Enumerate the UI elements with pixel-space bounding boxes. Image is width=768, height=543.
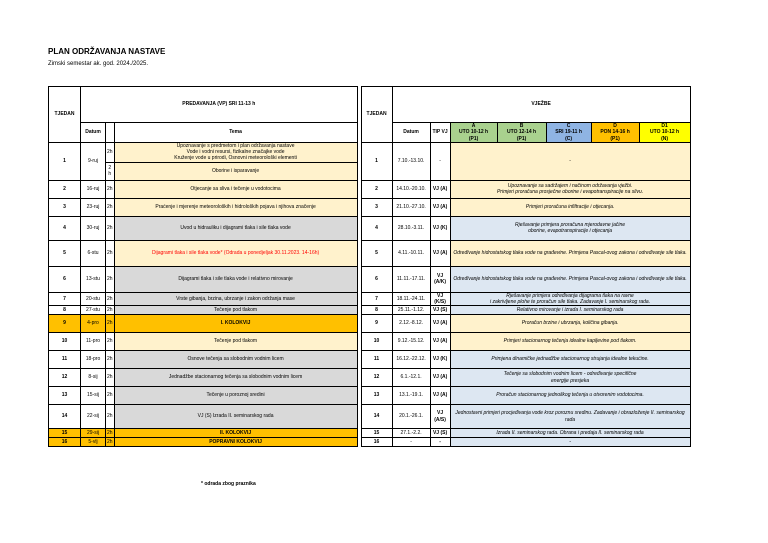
exercise-week-number: 8 bbox=[361, 306, 392, 315]
exercise-date: 20.1.-26.1. bbox=[392, 405, 430, 429]
exercise-week-number: 7 bbox=[361, 292, 392, 306]
lecture-hours: 2h bbox=[107, 438, 113, 445]
exercise-description: Upoznavanje sa sadržajem i načinom održavanja vježbi. Primjeri proračuna prosječne oborine i evapotranspiracije na slivu. bbox=[450, 180, 690, 198]
lecture-date: 13-stu bbox=[81, 266, 106, 292]
exercise-description: Jednostavni primjeri procjeđivanja vode kroz poroznu sredinu. Zadavanje i obrazloženje II. seminarskog rada bbox=[450, 405, 690, 429]
lecture-date: 5-vlj bbox=[81, 438, 106, 447]
exercise-type: - bbox=[430, 438, 450, 447]
week-row bbox=[49, 266, 691, 292]
week-row bbox=[49, 306, 691, 315]
exercise-description: Proračun stacionarnog jednolikog tečenja u otvorenim vodotocima. bbox=[450, 387, 690, 405]
exercise-week-number: 4 bbox=[361, 216, 392, 240]
group-letter: B bbox=[519, 123, 524, 129]
group-letter: C bbox=[566, 123, 571, 129]
week-row bbox=[49, 216, 691, 240]
lecture-hours: 2h bbox=[106, 292, 115, 306]
week-number: 16 bbox=[49, 438, 81, 447]
footnote: * odrada zbog praznika bbox=[201, 481, 256, 487]
lecture-date: 30-ruj bbox=[81, 216, 106, 240]
exercise-week-number: 3 bbox=[361, 198, 392, 216]
spacer bbox=[357, 123, 361, 143]
group-letter: A bbox=[471, 123, 476, 129]
header-datum-lectures: Datum bbox=[81, 123, 106, 143]
exercise-week-number: 1 bbox=[361, 142, 392, 180]
exercise-date: 18.11.-24.11. bbox=[392, 292, 430, 306]
exercise-date: 9.12.-15.12. bbox=[392, 333, 430, 351]
week-number: 6 bbox=[49, 266, 81, 292]
exercise-type: VJ (K) bbox=[430, 351, 450, 369]
exercise-date: 27.1.-2.2. bbox=[392, 429, 430, 438]
week-row bbox=[49, 369, 691, 387]
lecture-hours: 2h bbox=[106, 333, 115, 351]
exercise-date: 21.10.-27.10. bbox=[392, 198, 430, 216]
lecture-topic: Uvod u hidrauliku i dijagrami tlaka i sile tlaka vode bbox=[114, 216, 357, 240]
lecture-hours: 2h bbox=[107, 429, 113, 436]
lecture-topic: II. KOLOKVIJ bbox=[114, 429, 357, 438]
exercise-type: VJ (A) bbox=[430, 369, 450, 387]
exercise-type: VJ (K/S) bbox=[430, 292, 450, 306]
lecture-hours: 2h bbox=[107, 306, 113, 313]
header-tip: TIP VJ bbox=[430, 123, 450, 143]
lecture-hours: 2h bbox=[106, 198, 115, 216]
exercise-date: 6.1.-12.1. bbox=[392, 369, 430, 387]
exercise-description: Primjeri stacionarnog tečenja idealne kapljevine pod tlakom. bbox=[450, 333, 690, 351]
exercise-description: Određivanje hidrostatskog tlaka vode na građevine. Primjena Pascal-ovog zakona i određivanje sile tlaka. bbox=[450, 266, 690, 292]
lecture-topic: Jednadžbe stacionarnog tečenja sa slobodnim vodnim licem bbox=[114, 369, 357, 387]
exercise-type: VJ (S) bbox=[430, 429, 450, 438]
group-time: SRI 19-11 h bbox=[555, 129, 582, 136]
week-number: 1 bbox=[49, 142, 81, 180]
week-row bbox=[49, 387, 691, 405]
exercise-type: - bbox=[430, 142, 450, 180]
exercise-type: VJ (A) bbox=[430, 198, 450, 216]
lecture-hours: 2 h bbox=[106, 162, 115, 180]
header-lectures: PREDAVANJA (VP) SRI 11-13 h bbox=[81, 87, 358, 123]
document-title: PLAN ODRŽAVANJA NASTAVE bbox=[48, 47, 166, 56]
exercise-description: Rješavanje primjera određivanja dijagrama tlaka na ravne i zakrivljene plohe te proračun sile tlaka. Zadavanje I. seminarskog rada. bbox=[450, 292, 690, 306]
header-row-1 bbox=[49, 87, 691, 123]
exercise-description: Primjena dinamičke jednadžbe stacionarnog strujanja idealne tekućine. bbox=[450, 351, 690, 369]
exercise-type: VJ (S) bbox=[430, 306, 450, 315]
lecture-date: 11-pro bbox=[81, 333, 106, 351]
week-number: 5 bbox=[49, 240, 81, 266]
week-row bbox=[49, 198, 691, 216]
exercise-type: VJ (A/S) bbox=[430, 405, 450, 429]
lecture-topic: POPRAVNI KOLOKVIJ bbox=[114, 438, 357, 447]
group-room: (P1) bbox=[516, 135, 527, 142]
lecture-date: 15-sij bbox=[81, 387, 106, 405]
group-time: PON 14-16 h bbox=[600, 129, 630, 136]
week-row bbox=[49, 438, 691, 447]
exercise-description: Izrada II. seminarskog rada. Obrana i predaja II. seminarskog rada bbox=[450, 429, 690, 438]
exercise-week-number: 16 bbox=[361, 438, 392, 447]
lecture-date: 4-pro bbox=[81, 315, 106, 333]
exercise-date: 4.11.-10.11. bbox=[392, 240, 430, 266]
exercise-date: 14.10.-20.10. bbox=[392, 180, 430, 198]
exercise-description: Tečenje sa slobodnim vodnim licem - određivanje specifične energije presjeka bbox=[450, 369, 690, 387]
exercise-description: Određivanje hidrostatskog tlaka vode na građevine. Primjena Pascal-ovog zakona i određivanje sile tlaka. bbox=[450, 240, 690, 266]
week-number: 2 bbox=[49, 180, 81, 198]
lecture-date: 6-stu bbox=[81, 240, 106, 266]
week-row bbox=[49, 180, 691, 198]
exercise-date: - bbox=[392, 438, 430, 447]
exercise-week-number: 9 bbox=[361, 315, 392, 333]
header-tema: Tema bbox=[114, 123, 357, 143]
exercise-date: 25.11.-1.12. bbox=[392, 306, 430, 315]
exercise-date: 13.1.-19.1. bbox=[392, 387, 430, 405]
lecture-topic: Tečenje u poroznoj sredini bbox=[114, 387, 357, 405]
header-exercises: VJEŽBE bbox=[392, 87, 690, 123]
lecture-hours: 2h bbox=[106, 142, 115, 162]
group-header-c bbox=[546, 123, 591, 143]
group-header-a bbox=[450, 123, 497, 143]
group-room: (C) bbox=[565, 135, 573, 142]
lecture-topic: Osnove tečenja sa slobodnim vodnim licem bbox=[114, 351, 357, 369]
week-row bbox=[49, 142, 691, 162]
lecture-hours: 2h bbox=[106, 405, 115, 429]
lecture-topic: Upoznavanje s predmetom i plan održavanja nastave Vode i vodni resursi, fizikalne značajke vode Kruženje vode u prirodi, Osnovni meteorološki elementi bbox=[114, 142, 357, 162]
week-number: 3 bbox=[49, 198, 81, 216]
lecture-date: 22-sij bbox=[81, 405, 106, 429]
document-subtitle: Zimski semestar ak. god. 2024./2025. bbox=[48, 61, 149, 67]
week-row bbox=[49, 405, 691, 429]
exercise-date: 16.12.-22.12. bbox=[392, 351, 430, 369]
exercise-week-number: 10 bbox=[361, 333, 392, 351]
exercise-description: - bbox=[450, 438, 690, 447]
exercise-type: VJ (A/K) bbox=[430, 266, 450, 292]
week-row bbox=[49, 240, 691, 266]
lecture-date: 8-sij bbox=[81, 369, 106, 387]
week-number: 12 bbox=[49, 369, 81, 387]
exercise-week-number: 14 bbox=[361, 405, 392, 429]
lecture-hours: 2h bbox=[106, 369, 115, 387]
header-hours-col bbox=[106, 123, 115, 143]
lecture-topic: Otjecanje sa sliva i tečenje u vodotocima bbox=[114, 180, 357, 198]
lecture-date: 27-stu bbox=[81, 306, 106, 315]
lecture-date: 9-ruj bbox=[81, 142, 106, 180]
lecture-hours: 2h bbox=[106, 315, 115, 333]
exercise-week-number: 15 bbox=[361, 429, 392, 438]
lecture-topic: Tečenje pod tlakom bbox=[114, 333, 357, 351]
week-number: 13 bbox=[49, 387, 81, 405]
group-time: UTO 10-12 h bbox=[650, 129, 680, 136]
exercise-description: Primjeri proračuna infiltracije i otjecanja. bbox=[450, 198, 690, 216]
week-number: 11 bbox=[49, 351, 81, 369]
exercise-type: VJ (A) bbox=[430, 240, 450, 266]
lecture-topic: Vrste gibanja, brzina, ubrzanje i zakon održanja mase bbox=[114, 292, 357, 306]
header-tjedan-lectures: TJEDAN bbox=[49, 87, 81, 143]
week-number: 14 bbox=[49, 405, 81, 429]
week-row bbox=[49, 292, 691, 306]
lecture-topic: I. KOLOKVIJ bbox=[114, 315, 357, 333]
lecture-date: 29-sij bbox=[81, 429, 106, 438]
group-header-d bbox=[591, 123, 639, 143]
exercise-date: 7.10.-13.10. bbox=[392, 142, 430, 180]
exercise-date: 2.12.-8.12. bbox=[392, 315, 430, 333]
exercise-week-number: 6 bbox=[361, 266, 392, 292]
group-letter: D bbox=[613, 123, 617, 129]
week-number: 7 bbox=[49, 292, 81, 306]
lecture-hours: 2h bbox=[106, 240, 115, 266]
exercise-week-number: 13 bbox=[361, 387, 392, 405]
group-header-d1 bbox=[639, 123, 690, 143]
exercise-week-number: 11 bbox=[361, 351, 392, 369]
exercise-type: VJ (K) bbox=[430, 216, 450, 240]
week-number: 10 bbox=[49, 333, 81, 351]
week-row bbox=[49, 351, 691, 369]
exercise-week-number: 2 bbox=[361, 180, 392, 198]
lecture-date: 20-stu bbox=[81, 292, 106, 306]
week-row bbox=[49, 429, 691, 438]
lecture-topic: VJ (S) Izrada II. seminarskog rada bbox=[114, 405, 357, 429]
lecture-topic: Tečenje pod tlakom bbox=[114, 306, 357, 315]
exercise-date: 11.11.-17.11. bbox=[392, 266, 430, 292]
group-header-b bbox=[497, 123, 546, 143]
exercise-type: VJ (A) bbox=[430, 180, 450, 198]
week-number: 4 bbox=[49, 216, 81, 240]
lecture-date: 16-ruj bbox=[81, 180, 106, 198]
schedule-table bbox=[48, 86, 691, 447]
header-tjedan-exercises: TJEDAN bbox=[361, 87, 392, 143]
lecture-hours: 2h bbox=[106, 266, 115, 292]
lecture-hours: 2h bbox=[106, 180, 115, 198]
group-room: (P1) bbox=[468, 135, 479, 142]
exercise-description: Relativno mirovanje i izrada I. seminarskog rada bbox=[450, 306, 690, 315]
lecture-hours: 2h bbox=[106, 351, 115, 369]
exercise-description: Proračun brzine i ubrzanja, količina gibanja. bbox=[450, 315, 690, 333]
group-room: (N) bbox=[661, 135, 669, 142]
exercise-description: Rješavanje primjera proračuna mjerodavne jačine oborine, evapotranspiracije i otjecanja bbox=[450, 216, 690, 240]
lecture-topic: Praćenje i mjerenje meteoroloških i hidroloških pojava i njihova značenje bbox=[114, 198, 357, 216]
week-number: 9 bbox=[49, 315, 81, 333]
week-number: 8 bbox=[49, 306, 81, 315]
lecture-topic: Dijagrami tlaka i sile tlaka vode* (Odrada u ponedjeljak 30.11.2023. 14-16h) bbox=[114, 240, 357, 266]
week-number: 15 bbox=[49, 429, 81, 438]
exercise-description: - bbox=[450, 142, 690, 180]
lecture-hours: 2h bbox=[106, 387, 115, 405]
exercise-type: VJ (A) bbox=[430, 333, 450, 351]
exercise-week-number: 5 bbox=[361, 240, 392, 266]
exercise-type: VJ (A) bbox=[430, 315, 450, 333]
group-time: UTO 10-12 h bbox=[459, 129, 489, 136]
exercise-type: VJ (A) bbox=[430, 387, 450, 405]
exercise-date: 28.10.-3.11. bbox=[392, 216, 430, 240]
group-time: UTO 12-14 h bbox=[507, 129, 537, 136]
header-datum-exercises: Datum bbox=[392, 123, 430, 143]
lecture-topic: Dijagrami tlaka i sile tlaka vode i relativno mirovanje bbox=[114, 266, 357, 292]
group-letter: D1 bbox=[661, 123, 668, 129]
lecture-date: 18-pro bbox=[81, 351, 106, 369]
week-row bbox=[49, 333, 691, 351]
exercise-week-number: 12 bbox=[361, 369, 392, 387]
lecture-date: 23-ruj bbox=[81, 198, 106, 216]
group-room: (P1) bbox=[610, 135, 620, 142]
week-row bbox=[49, 315, 691, 333]
lecture-hours: 2h bbox=[106, 216, 115, 240]
lecture-topic: Oborine i isparavanje bbox=[114, 162, 357, 180]
